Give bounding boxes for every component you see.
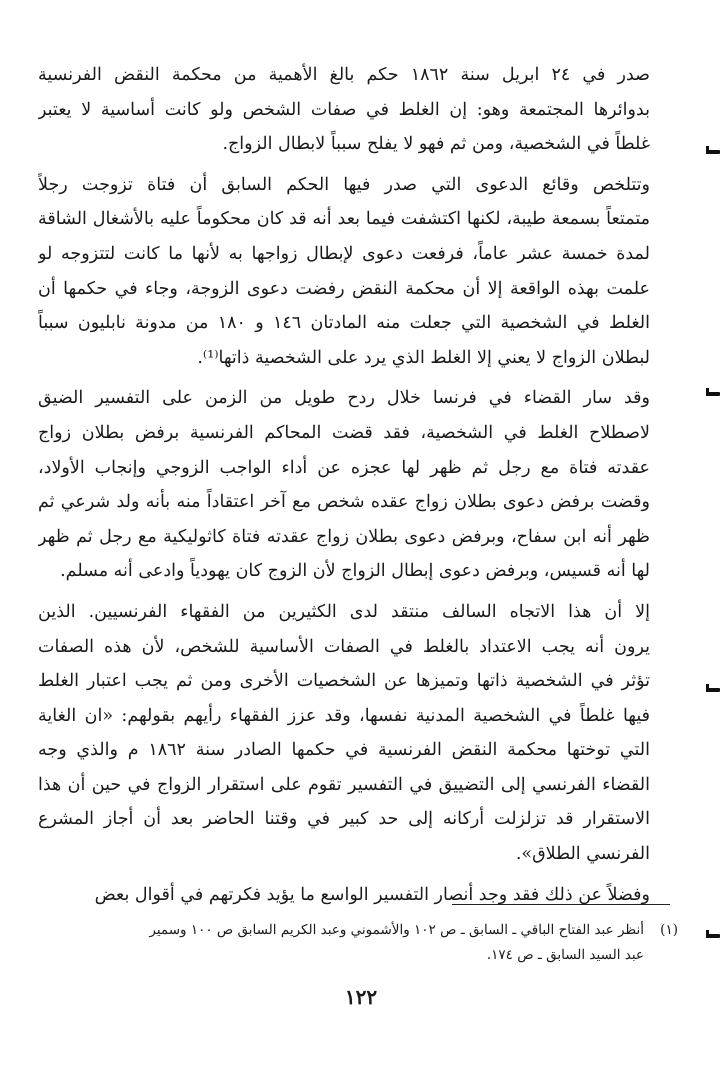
text-line: لبطلان الزواج لا يعني إلا الغلط الذي يرد على الشخصية ذاتها⁽¹⁾. [197, 347, 650, 368]
text-line: الفرنسي الطلاق». [515, 844, 650, 865]
text-line: صدر في ٢٤ ابريل سنة ١٨٦٢ حكم بالغ الأهمية من محكمة النقض الفرنسية [38, 65, 650, 85]
margin-mark [706, 150, 720, 154]
margin-mark [706, 934, 720, 938]
margin-mark [706, 688, 720, 692]
footnote-number: (١) [660, 922, 678, 938]
paragraph-5 [38, 878, 672, 913]
text-line: تؤثر في الشخصية ذاتها وتميزها عن الشخصيات الأخرى ومن ثم يجب اعتبار الغلط [38, 671, 650, 692]
text-line: إلا أن هذا الاتجاه السالف منتقد لدى الكثيرين من الفقهاء الفرنسيين. الذين [38, 601, 650, 622]
text-line: وقد سار القضاء في فرنسا خلال ردح طويل من الزمن على التفسير الضيق [38, 388, 650, 409]
text-line: عقدته فتاة مع رجل ثم ظهر لها عجزه عن أداء الواجب الزوجي وإنجاب الأولاد، [38, 457, 650, 478]
text-line: لمدة خمسة عشر عاماً، فرفعت دعوى لإبطال زواجها به لأنها ما كانت لتتزوجه لو [38, 243, 650, 264]
text-line: وقضت برفض دعوى بطلان زواج عقده شخص مع آخر اعتقاداً منه بأنه ولد شرعي ثم [38, 492, 650, 513]
body-text [38, 58, 672, 918]
text-line: علمت بهذه الواقعة إلا أن محكمة النقض رفضت دعوى الزوجة، وجاء في حكمها أن [38, 278, 650, 299]
footnote-divider [452, 904, 670, 905]
margin-mark [706, 392, 720, 396]
text-line: الغلط في الشخصية التي جعلت منه المادتان ١٤٦ و ١٨٠ من مدونة نابليون سبباً [38, 313, 651, 334]
text-line: وفضلاً عن ذلك فقد وجد أنصار التفسير الواسع ما يؤيد فكرتهم في أقوال بعض [94, 884, 650, 905]
text-line: بدوائرها المجتمعة وهو: إن الغلط في صفات الشخص ولو كانت أساسية لا يعتبر [38, 99, 650, 120]
text-line: متمتعاً بسمعة طيبة، لكنها اكتشفت فيما بعد أنه قد كان محكوماً عليه بالأشغال الشاقة [38, 209, 650, 230]
text-line: لاصطلاح الغلط في الشخصية، فقد قضت المحاكم الفرنسية برفض بطلان زواج [38, 422, 650, 443]
text-line: ظهر أنه ابن سفاح، وبرفض دعوى بطلان زواج عقدته فتاة كاثوليكية مع رجل ثم ظهر [38, 526, 650, 547]
footnote-line [38, 918, 678, 943]
text-line: غلطاً في الشخصية، ومن ثم فهو لا يفلح سبباً لابطال الزواج. [222, 134, 650, 155]
text-line: وتتلخص وقائع الدعوى التي صدر فيها الحكم السابق أن فتاة تزوجت رجلاً [38, 174, 650, 195]
footnote-line: عبد السيد السابق ـ ص ١٧٤. [486, 947, 644, 963]
text-line: الاستقرار قد تزلزلت أركانه إلى حد كبير في وقتنا الحاضر بعد أن أجاز المشرع [38, 809, 650, 830]
text-line: لها أنه قسيس، وبرفض دعوى إبطال الزواج لأن الزوج كان يهودياً وادعى أنه مسلم. [60, 561, 650, 582]
paragraph-2 [38, 168, 672, 376]
paragraph-1 [38, 58, 672, 162]
text-line: القضاء الفرنسي إلى التضييق في التفسير تقوم على استقرار الزواج في حين أن هذا [38, 774, 650, 795]
paragraph-3 [38, 381, 672, 589]
text-line: يرون أنه يجب الاعتداد بالغلط في الصفات الأساسية للشخص، لأن هذه الصفات [38, 636, 650, 657]
paragraph-4 [38, 595, 672, 872]
text-line: التي توختها محكمة النقض الفرنسية في حكمها الصادر سنة ١٨٦٢ م والذي وجه [38, 740, 650, 761]
footnote [38, 918, 678, 968]
text-line: فيها غلطاً في الشخصية المدنية نفسها، وقد عزز الفقهاء رأيهم بقولهم: «ان الغاية [38, 705, 650, 726]
footnote-text: أنظر عبد الفتاح الباقي ـ السابق ـ ص ١٠٢ والأشموني وعبد الكريم السابق ص ١٠٠ وسمير [149, 922, 644, 938]
page-number: ١٢٢ [344, 985, 378, 1009]
